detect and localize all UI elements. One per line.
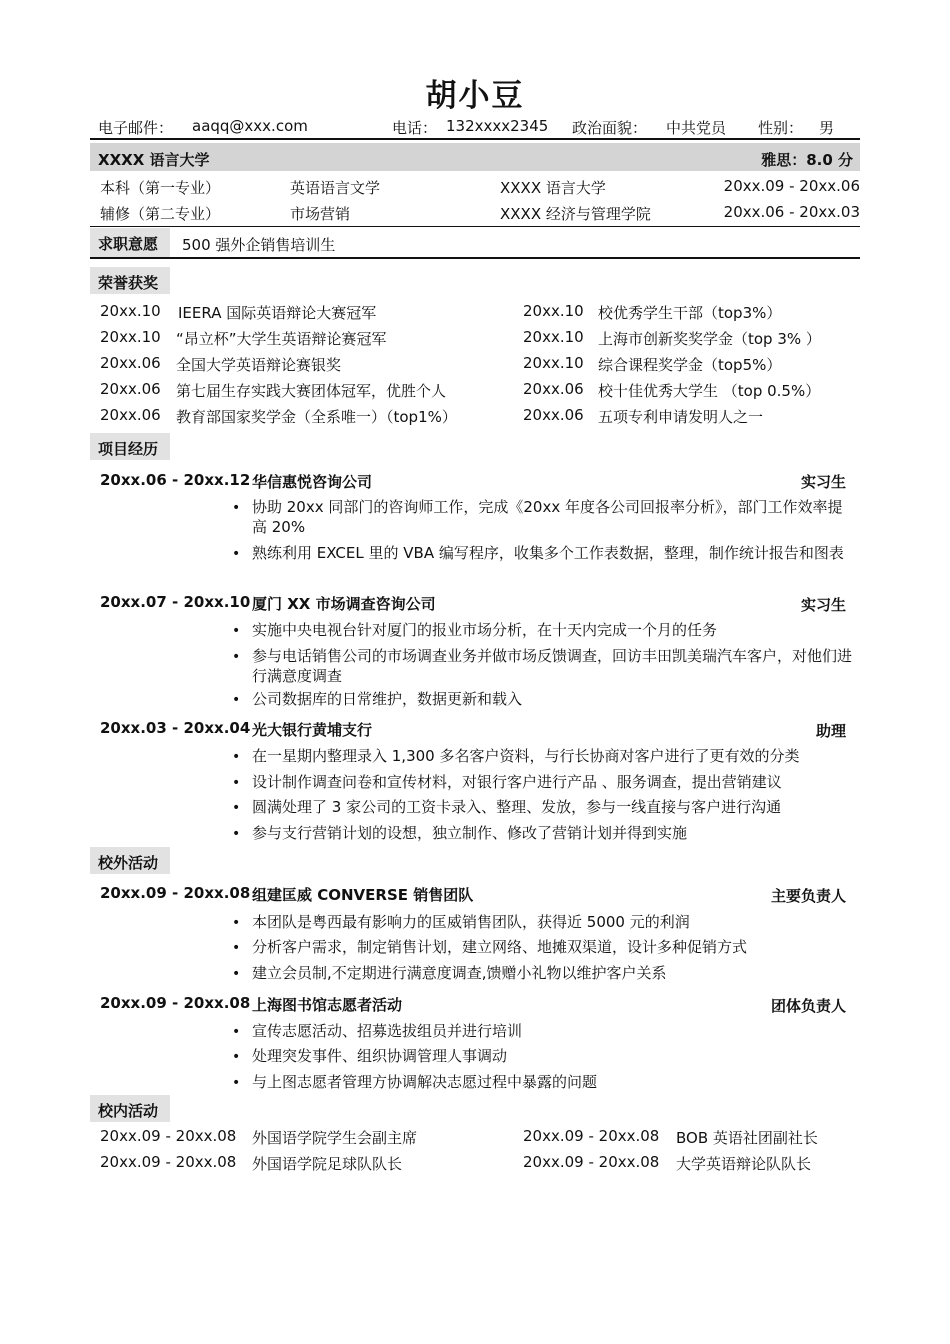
bullet-icon: • xyxy=(232,775,241,791)
campus-title: 校内活动 xyxy=(98,1102,159,1120)
objective-tag xyxy=(90,228,170,257)
bullet-icon: • xyxy=(232,966,241,982)
project-period: 20xx.03 - 20xx.04 xyxy=(100,719,251,737)
honors-tag xyxy=(90,267,170,294)
activity-bullet: 宣传志愿活动、招募选拔组员并进行培训 xyxy=(252,1022,523,1040)
objective-bottom-rule xyxy=(90,257,860,259)
project-bullet: 公司数据库的日常维护，数据更新和载入 xyxy=(252,690,523,708)
bullet-icon: • xyxy=(232,800,241,816)
activity-bullet: 处理突发事件、组织协调管理人事调动 xyxy=(252,1047,508,1065)
email-value: aaqq@xxx.com xyxy=(192,117,308,135)
campus-role: BOB 英语社团副社长 xyxy=(676,1129,818,1147)
projects-title: 项目经历 xyxy=(98,440,159,458)
project-role: 实习生 xyxy=(800,473,846,491)
campus-period: 20xx.09 - 20xx.08 xyxy=(100,1127,237,1145)
bullet-icon: • xyxy=(232,500,241,516)
campus-tag xyxy=(90,1095,170,1122)
bullet-icon: • xyxy=(232,546,241,562)
outside-title: 校外活动 xyxy=(98,854,159,872)
activity-org: 组建匡威 CONVERSE 销售团队 xyxy=(252,886,474,904)
objective-label: 求职意愿 xyxy=(98,235,159,253)
edu-row-school: XXXX 语言大学 xyxy=(500,179,606,197)
activity-org: 上海图书馆志愿者活动 xyxy=(252,996,403,1014)
activity-bullet: 建立会员制,不定期进行满意度调查,馈赠小礼物以维护客户关系 xyxy=(252,964,667,982)
honor-text: 全国大学英语辩论赛银奖 xyxy=(176,356,342,374)
phone-value: 132xxxx2345 xyxy=(446,117,549,135)
bullet-icon: • xyxy=(232,1024,241,1040)
gender-value: 男 xyxy=(819,119,835,137)
project-bullet: 参与电话销售公司的市场调查业务并做市场反馈调查，回访丰田凯美瑞汽车客户，对他们进行满意度调查 xyxy=(252,647,853,685)
edu-row-major: 英语语言文学 xyxy=(290,179,381,197)
honor-date: 20xx.10 xyxy=(100,328,161,346)
activity-bullet: 分析客户需求，制定销售计划，建立网络、地摊双渠道，设计多种促销方式 xyxy=(252,938,748,956)
activity-role: 主要负责人 xyxy=(770,887,846,905)
bullet-icon: • xyxy=(232,692,241,708)
project-role: 实习生 xyxy=(800,596,846,614)
objective-top-rule xyxy=(90,226,860,227)
bullet-icon: • xyxy=(232,826,241,842)
project-period: 20xx.07 - 20xx.10 xyxy=(100,593,251,611)
project-bullet: 协助 20xx 同部门的咨询师工作，完成《20xx 年度各公司回报率分析》，部门工作效率提高 20% xyxy=(252,498,843,536)
bullet-icon: • xyxy=(232,1049,241,1065)
project-bullet: 熟练利用 EXCEL 里的 VBA 编写程序，收集多个工作表数据，整理，制作统计报告和图表 xyxy=(252,544,844,562)
phone-label: 电话： xyxy=(392,119,438,137)
project-bullet: 参与支行营销计划的设想，独立制作、修改了营销计划并得到实施 xyxy=(252,824,688,842)
activity-role: 团体负责人 xyxy=(770,997,846,1015)
activity-bullet: 本团队是粤西最有影响力的匡威销售团队，获得近 5000 元的利润 xyxy=(252,913,690,931)
campus-role: 大学英语辩论队队长 xyxy=(676,1155,812,1173)
honor-date: 20xx.10 xyxy=(523,354,584,372)
honor-text: 上海市创新奖奖学金（top 3% ） xyxy=(598,330,821,348)
edu-row-period: 20xx.09 - 20xx.06 xyxy=(723,177,860,195)
politics-label: 政治面貌： xyxy=(572,119,648,137)
honor-date: 20xx.10 xyxy=(523,328,584,346)
edu-row-major: 市场营销 xyxy=(290,205,351,223)
edu-row-type: 辅修（第二专业） xyxy=(100,205,221,223)
project-period: 20xx.06 - 20xx.12 xyxy=(100,471,251,489)
education-school: XXXX 语言大学 xyxy=(98,151,210,169)
honor-date: 20xx.06 xyxy=(100,406,161,424)
honor-text: 校十佳优秀大学生 （top 0.5%） xyxy=(598,382,821,400)
honor-date: 20xx.10 xyxy=(523,302,584,320)
honor-text: 第七届生存实践大赛团体冠军，优胜个人 xyxy=(176,382,447,400)
honor-text: IEERA 国际英语辩论大赛冠军 xyxy=(178,304,377,322)
outside-tag xyxy=(90,847,170,874)
edu-row-school: XXXX 经济与管理学院 xyxy=(500,205,651,223)
email-label: 电子邮件： xyxy=(98,119,174,137)
honor-date: 20xx.06 xyxy=(523,380,584,398)
activity-period: 20xx.09 - 20xx.08 xyxy=(100,884,251,902)
bullet-icon: • xyxy=(232,649,241,665)
honor-text: 校优秀学生干部（top3%） xyxy=(598,304,782,322)
honor-text: 教育部国家奖学金（全系唯一）（top1%） xyxy=(176,408,457,426)
header-divider xyxy=(90,138,860,140)
projects-tag xyxy=(90,433,170,460)
project-bullet: 在一星期内整理录入 1,300 多名客户资料，与行长协商对客户进行了更有效的分类 xyxy=(252,747,800,765)
honor-date: 20xx.06 xyxy=(100,380,161,398)
bullet-icon: • xyxy=(232,749,241,765)
honor-date: 20xx.06 xyxy=(523,406,584,424)
resume-name: 胡小豆 xyxy=(425,78,525,114)
honor-date: 20xx.06 xyxy=(100,354,161,372)
honor-text: “昂立杯”大学生英语辩论赛冠军 xyxy=(176,330,387,348)
activity-period: 20xx.09 - 20xx.08 xyxy=(100,994,251,1012)
project-org: 厦门 XX 市场调查咨询公司 xyxy=(252,595,436,613)
edu-row-period: 20xx.06 - 20xx.03 xyxy=(723,203,860,221)
politics-value: 中共党员 xyxy=(666,119,727,137)
campus-period: 20xx.09 - 20xx.08 xyxy=(100,1153,237,1171)
bullet-icon: • xyxy=(232,1075,241,1091)
campus-role: 外国语学院学生会副主席 xyxy=(252,1129,418,1147)
project-bullet: 圆满处理了 3 家公司的工资卡录入、整理、发放，参与一线直接与客户进行沟通 xyxy=(252,798,782,816)
objective-value: 500 强外企销售培训生 xyxy=(182,236,336,254)
honors-title: 荣誉获奖 xyxy=(98,274,159,292)
edu-row-type: 本科（第一专业） xyxy=(100,179,221,197)
project-bullet: 实施中央电视台针对厦门的报业市场分析，在十天内完成一个月的任务 xyxy=(252,621,718,639)
campus-period: 20xx.09 - 20xx.08 xyxy=(523,1127,660,1145)
bullet-icon: • xyxy=(232,915,241,931)
gender-label: 性别： xyxy=(758,119,804,137)
honor-date: 20xx.10 xyxy=(100,302,161,320)
honor-text: 五项专利申请发明人之一 xyxy=(598,408,764,426)
project-bullet: 设计制作调查问卷和宣传材料，对银行客户进行产品 、服务调查，提出营销建议 xyxy=(252,773,782,791)
campus-period: 20xx.09 - 20xx.08 xyxy=(523,1153,660,1171)
ielts-score: 雅思：8.0 分 xyxy=(761,151,853,169)
campus-role: 外国语学院足球队队长 xyxy=(252,1155,403,1173)
project-role: 助理 xyxy=(815,722,846,740)
honor-text: 综合课程奖学金（top5%） xyxy=(598,356,782,374)
bullet-icon: • xyxy=(232,623,241,639)
activity-bullet: 与上图志愿者管理方协调解决志愿过程中暴露的问题 xyxy=(252,1073,598,1091)
project-org: 华信惠悦咨询公司 xyxy=(252,473,373,491)
bullet-icon: • xyxy=(232,940,241,956)
project-org: 光大银行黄埔支行 xyxy=(252,721,373,739)
